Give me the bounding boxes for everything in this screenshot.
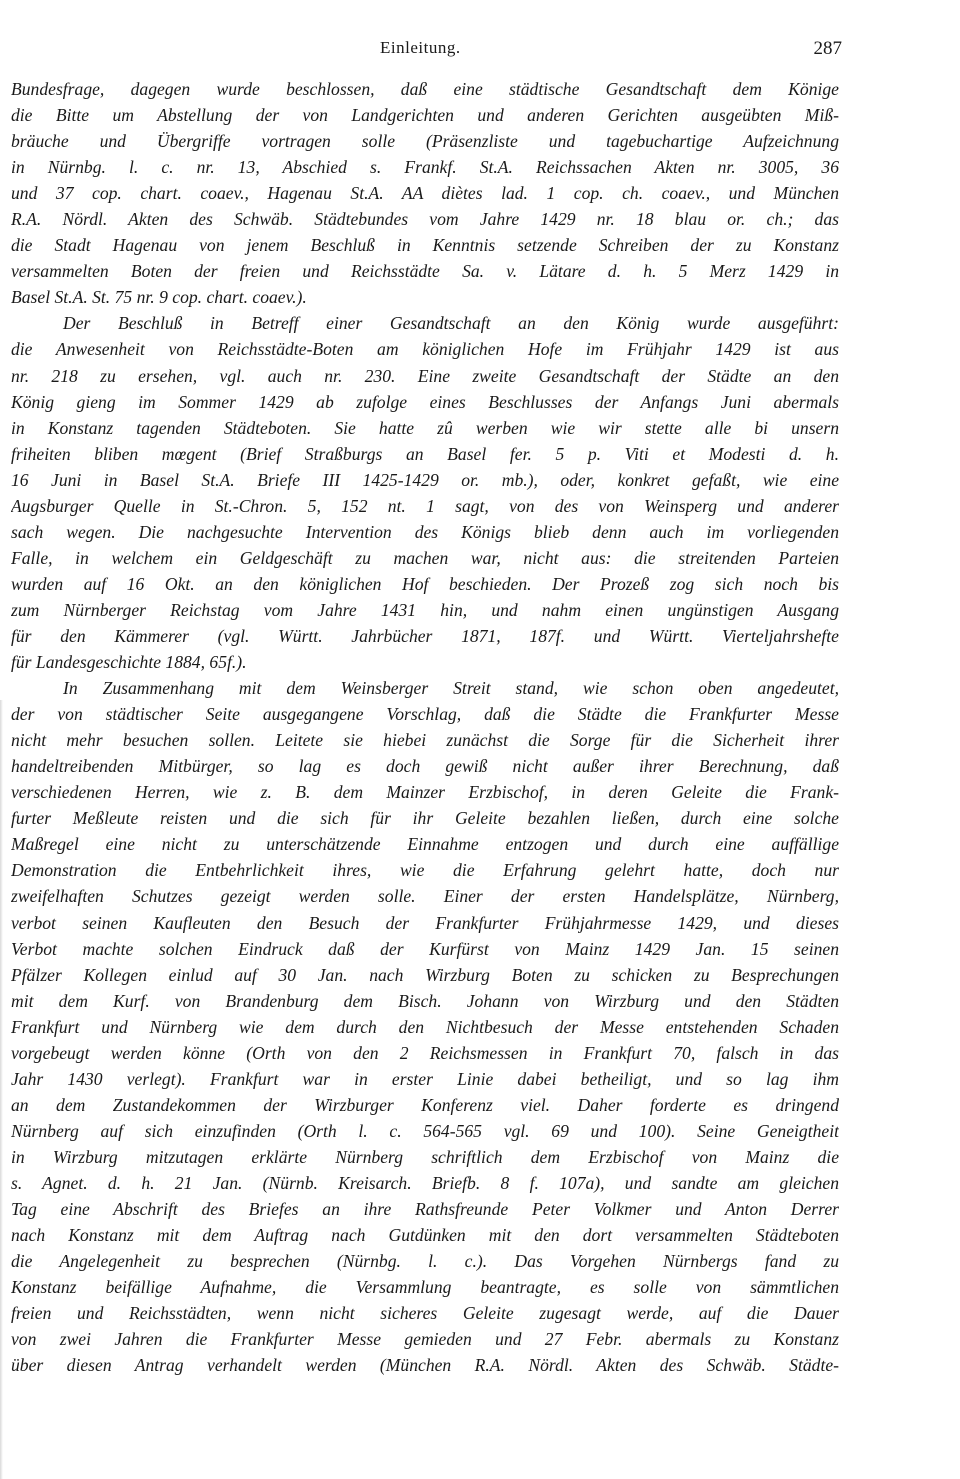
text-line: die Bitte um Abstellung der von Landgerichten und anderen Gerichten ausgeübten Miß- [11,105,839,126]
text-line: Jahr 1430 verlegt). Frankfurt war in erster Linie dabei betheiligt, und so lag ihm [11,1068,839,1089]
text-line: Pfälzer Kollegen einlud auf 30 Jan. nach Wirzburg Boten zu schicken zu Besprechungen [11,964,839,985]
text-line: friheiten bliben mœgent (Brief Straßburgs an Basel fer. 5 p. Viti et Modesti d. h. [11,443,839,464]
text-line: Augsburger Quelle in St.-Chron. 5, 152 nt. 1 sagt, von des von Weinsperg und anderer [11,495,839,516]
text-line: Verbot machte solchen Eindruck daß der Kurfürst von Mainz 1429 Jan. 15 seinen [11,938,839,959]
text-line: in Wirzburg mitzutagen erklärte Nürnberg schriftlich dem Erzbischof von Mainz die [11,1146,839,1167]
text-line: für den Kämmerer (vgl. Württ. Jahrbücher 1871, 187f. und Württ. Vierteljahrshefte [11,625,839,646]
text-line: Bundesfrage, dagegen wurde beschlossen, daß eine städtische Gesandtschaft dem Könige [11,79,839,99]
text-line: in Konstanz tagenden Städteboten. Sie hatte zû werben wie wir stette alle bi unsern [11,417,839,438]
text-line: über diesen Antrag verhandelt werden (München R.A. Nördl. Akten des Schwäb. Städte- [11,1355,839,1376]
text-line: Falle, in welchem ein Geldgeschäft zu machen war, nicht aus: die streitenden Parteien [11,547,839,568]
text-line: König gieng im Sommer 1429 ab zufolge eines Beschlusses der Anfangs Juni abermals [11,391,839,412]
text-line: s. Agnet. d. h. 21 Jan. (Nürnb. Kreisarch. Briefb. 8 f. 107a), und sandte am gleichen [11,1172,839,1193]
running-title: Einleitung. [380,38,461,57]
text-line: freien und Reichsstädten, wenn nicht sicheres Geleite zugesagt werde, auf die Dauer [11,1303,839,1324]
text-line: an dem Zustandekommen der Wirzburger Konferenz viel. Daher forderte es dringend [11,1094,839,1115]
text-line: verbot seinen Kaufleuten den Besuch der Frankfurter Frühjahrmesse 1429, und dieses [11,912,839,933]
text-line: Basel St.A. St. 75 nr. 9 cop. chart. coaev.). [11,287,307,308]
text-line: Der Beschluß in Betreff einer Gesandtschaft an den König wurde ausgeführt: [63,313,839,334]
text-line: in Nürnbg. l. c. nr. 13, Abschied s. Frankf. St.A. Reichssachen Akten nr. 3005, 36 [11,157,839,178]
scan-edge-shadow [0,700,3,1479]
text-line: Nürnberg auf sich einzufinden (Orth l. c. 564-565 vgl. 69 und 100). Seine Geneigtheit [11,1120,839,1141]
text-line: wurden auf 16 Okt. an den königlichen Hof beschieden. Der Prozeß zog sich noch bis [11,573,839,594]
text-line: Tag eine Abschrift des Briefes an ihre Rathsfreunde Peter Volkmer und Anton Derrer [11,1199,839,1220]
text-line: die Stadt Hagenau von jenem Beschluß in Kenntnis setzende Schreiben der zu Konstanz [11,235,839,256]
text-line: Maßregel eine nicht zu unterschätzende Einnahme entzogen und durch eine auffällige [11,834,839,855]
text-line: nach Konstanz mit dem Auftrag nach Gutdünken mit den dort versammelten Städteboten [11,1225,839,1246]
text-line: zum Nürnberger Reichstag vom Jahre 1431 hin, und nahm einen ungünstigen Ausgang [11,599,839,620]
text-line: versammelten Boten der freien und Reichsstädte Sa. v. Lätare d. h. 5 Merz 1429 in [11,261,839,282]
text-line: der von städtischer Seite ausgegangene Vorschlag, daß die Städte die Frankfurter Messe [11,704,839,725]
text-line: handeltreibenden Mitbürger, so lag es doch gewiß nicht außer ihrer Berechnung, daß [11,756,839,777]
text-line: R.A. Nördl. Akten des Schwäb. Städtebundes vom Jahre 1429 nr. 18 blau or. ch.; das [11,209,839,230]
text-line: nr. 218 zu ersehen, vgl. auch nr. 230. Eine zweite Gesandtschaft der Städte an den [11,365,839,386]
text-line: 16 Juni in Basel St.A. Briefe III 1425-1429 or. mb.), oder, konkret gefaßt, wie eine [11,469,839,490]
text-line: die Angelegenheit zu besprechen (Nürnbg. l. c.). Das Vorgehen Nürnbergs fand zu [11,1251,839,1272]
page-header [0,38,960,62]
text-line: mit dem Kurf. von Brandenburg dem Bisch. Johann von Wirzburg und den Städten [11,990,839,1011]
text-line: furter Meßleute reisten und die sich für ihr Geleite bezahlen ließen, durch eine solche [11,808,839,829]
text-line: für Landesgeschichte 1884, 65f.). [11,652,247,673]
body-text [11,76,839,1378]
text-line: nicht mehr besuchen sollen. Leitete sie hiebei zunächst die Sorge für die Sicherheit ihrer [11,730,839,751]
text-line: verschiedenen Herren, wie z. B. dem Mainzer Erzbischof, in deren Geleite die Frank- [11,782,839,803]
text-line: zweifelhaften Schutzes gezeigt werden solle. Einer der ersten Handelsplätze, Nürnberg, [11,886,839,907]
text-line: die Anwesenheit von Reichsstädte-Boten am königlichen Hofe im Frühjahr 1429 ist aus [11,339,839,360]
page-number: 287 [813,38,842,59]
text-line: sach wegen. Die nachgesuchte Intervention des Königs blieb denn auch im vorliegenden [11,521,839,542]
text-line: In Zusammenhang mit dem Weinsberger Streit stand, wie schon oben angedeutet, [63,678,839,699]
text-line: Frankfurt und Nürnberg wie dem durch den Nichtbesuch der Messe entstehenden Schaden [11,1016,839,1037]
text-line: und 37 cop. chart. coaev., Hagenau St.A. AA diètes lad. 1 cop. ch. coaev., und München [11,183,839,204]
text-line: bräuche und Übergriffe vortragen solle (Präsenzliste und tagebuchartige Aufzeichnung [11,131,839,152]
text-line: von zwei Jahren die Frankfurter Messe gemieden und 27 Febr. abermals zu Konstanz [11,1329,839,1350]
text-line: vorgebeugt werden könne (Orth von den 2 Reichsmessen in Frankfurt 70, falsch in das [11,1042,839,1063]
text-line: Demonstration die Entbehrlichkeit ihres, wie die Erfahrung gelehrt hatte, doch nur [11,860,839,881]
text-line: Konstanz beifällige Aufnahme, die Versammlung beantragte, es solle von sämmtlichen [11,1277,839,1298]
